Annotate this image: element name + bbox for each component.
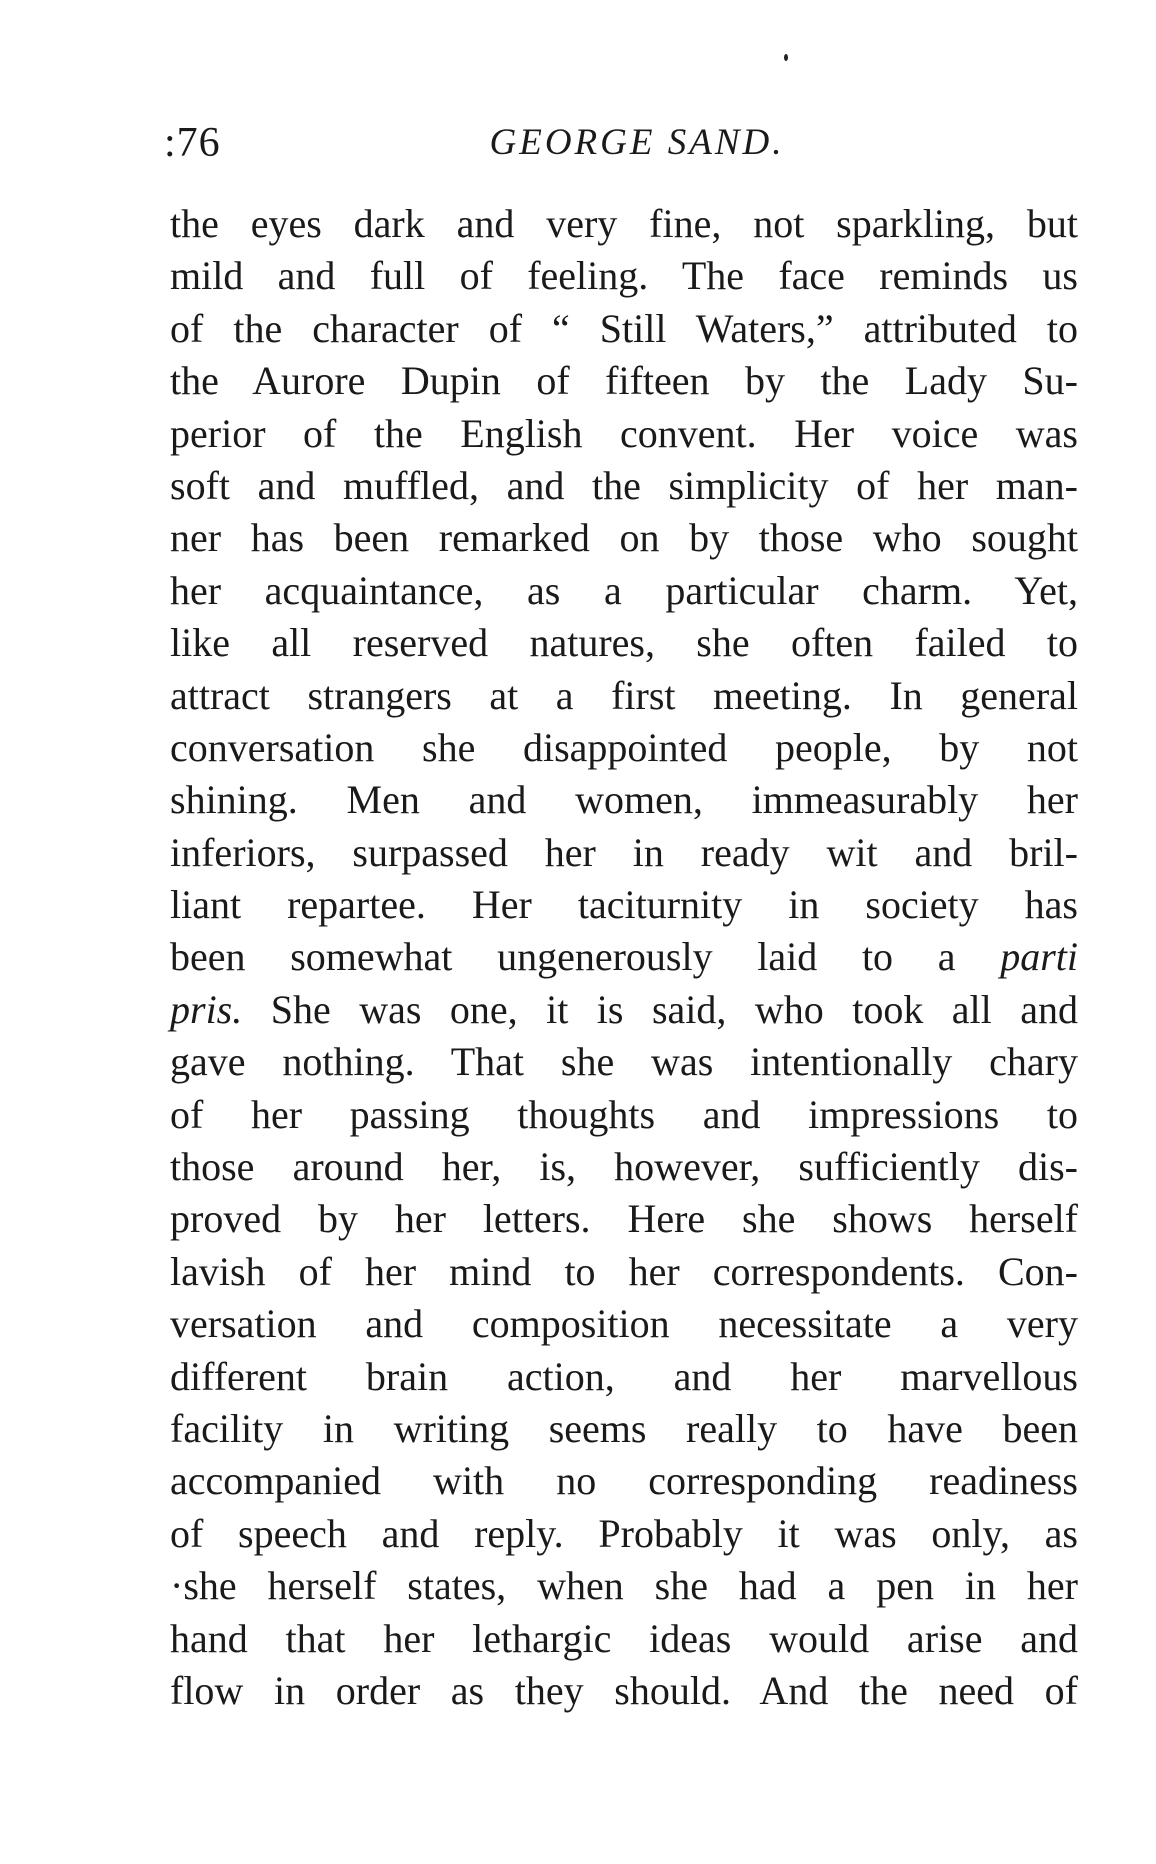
text-line: lavish of her mind to her correspondents. Con-	[170, 1248, 1078, 1294]
ink-speck	[784, 54, 788, 61]
text-segment: been somewhat ungenerously laid to a	[170, 934, 956, 980]
text-line: ner has been remarked on by those who sought	[170, 515, 1078, 561]
text-line: like all reserved natures, she often failed to	[170, 620, 1078, 666]
text-line: hand that her lethargic ideas would arise and	[170, 1615, 1078, 1661]
text-line: ·she herself states, when she had a pen in her	[170, 1563, 1078, 1609]
body-text	[170, 198, 1078, 1717]
text-line: of speech and reply. Probably it was only, as	[170, 1510, 1078, 1556]
text-line: perior of the English convent. Her voice was	[170, 410, 1078, 456]
text-line: her acquaintance, as a particular charm. Yet,	[170, 567, 1078, 613]
text-line: the Aurore Dupin of fifteen by the Lady Su-	[170, 358, 1078, 404]
text-line: those around her, is, however, sufficiently dis-	[170, 1144, 1078, 1190]
text-line	[170, 984, 1078, 1036]
running-title: GEORGE SAND.	[489, 122, 785, 163]
text-line: versation and composition necessitate a very	[170, 1301, 1078, 1347]
text-line: liant repartee. Her taciturnity in society has	[170, 882, 1078, 928]
page-number: :76	[164, 120, 221, 166]
text-line: shining. Men and women, immeasurably her	[170, 777, 1078, 823]
text-line: facility in writing seems really to have been	[170, 1405, 1078, 1451]
text-line: soft and muffled, and the simplicity of her man-	[170, 462, 1078, 508]
text-line: the eyes dark and very fine, not sparkling, but	[170, 201, 1078, 246]
italic-term: pris.	[170, 986, 243, 1032]
text-line: conversation she disappointed people, by not	[170, 724, 1078, 770]
italic-term: parti	[1000, 934, 1079, 980]
text-line	[170, 931, 1078, 983]
text-line: of the character of “ Still Waters,” attributed to	[170, 305, 1078, 351]
text-line: of her passing thoughts and impressions to	[170, 1091, 1078, 1137]
text-segment: She was one, it is said, who took all and	[270, 986, 1079, 1032]
text-line: flow in order as they should. And the need of	[170, 1667, 1078, 1713]
text-line: attract strangers at a first meeting. In general	[170, 672, 1078, 718]
text-line: inferiors, surpassed her in ready wit and bril-	[170, 829, 1078, 875]
text-line: accompanied with no corresponding readiness	[170, 1458, 1078, 1504]
text-line: gave nothing. That she was intentionally chary	[170, 1039, 1078, 1085]
page-header	[164, 118, 1084, 168]
text-line: different brain action, and her marvellous	[170, 1353, 1078, 1399]
text-line: mild and full of feeling. The face reminds us	[170, 253, 1078, 299]
text-line: proved by her letters. Here she shows herself	[170, 1196, 1078, 1242]
